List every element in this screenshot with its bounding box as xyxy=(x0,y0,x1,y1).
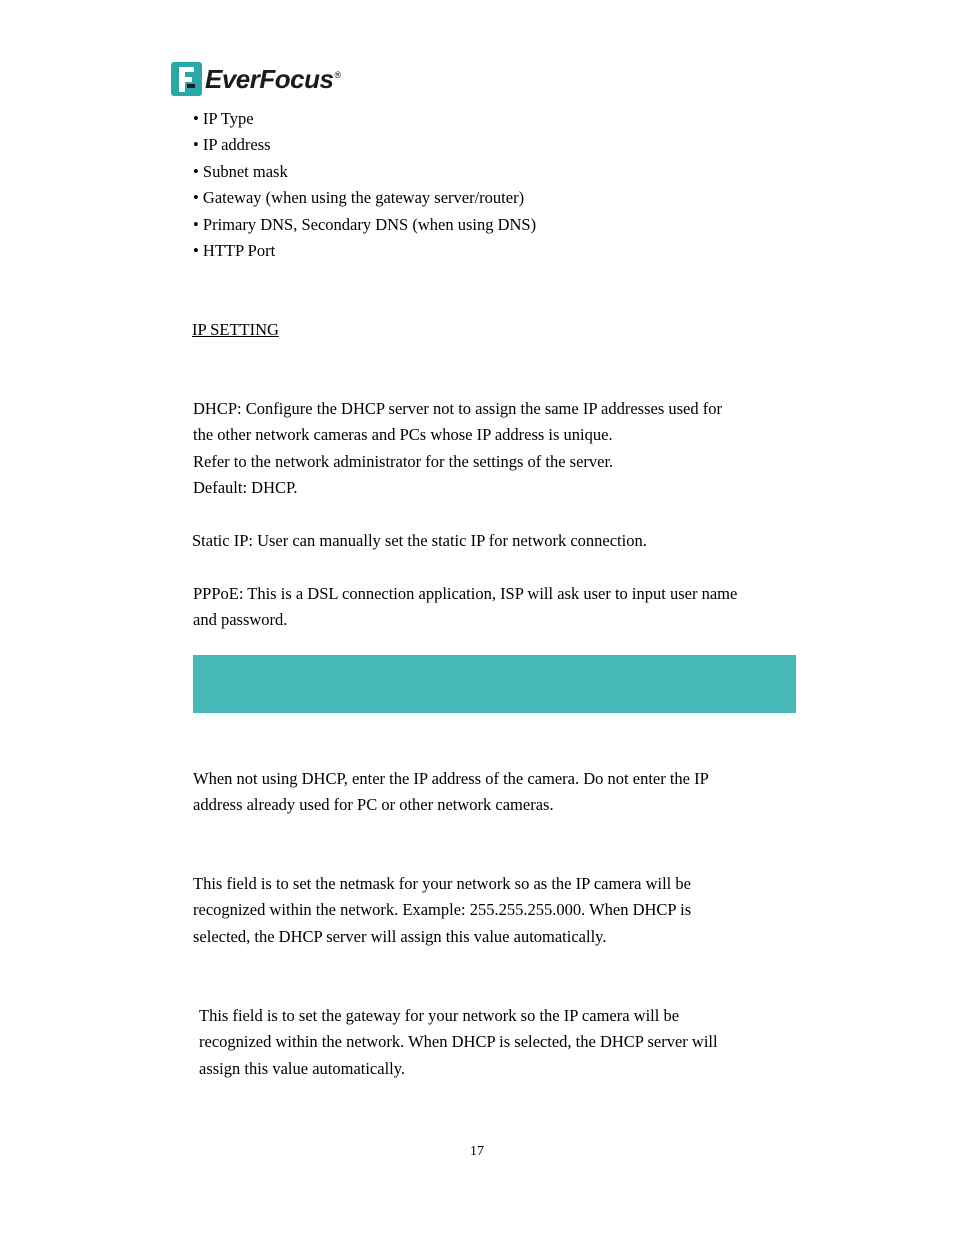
page-number: 17 xyxy=(470,1144,484,1159)
gateway-line: assign this value automatically. xyxy=(199,1058,406,1078)
pppoe-line: and password. xyxy=(193,610,288,630)
settings-bullet-list xyxy=(193,108,536,266)
ip-address-line: When not using DHCP, enter the IP address of the camera. Do not enter the IP xyxy=(193,769,709,788)
list-item: • HTTP Port xyxy=(193,240,536,266)
brand-name: EverFocus xyxy=(205,64,334,94)
dhcp-line: the other network cameras and PCs whose IP address is unique. xyxy=(193,425,613,445)
list-item: • Gateway (when using the gateway server/router) xyxy=(193,187,536,213)
section-heading: IP SETTING xyxy=(192,320,279,339)
dhcp-line: DHCP: Configure the DHCP server not to assign the same IP addresses used for xyxy=(193,399,722,418)
dhcp-paragraph xyxy=(193,396,722,502)
highlight-band xyxy=(193,655,796,713)
list-item: • Subnet mask xyxy=(193,161,536,187)
gateway-paragraph xyxy=(199,1003,718,1082)
static-ip-paragraph: Static IP: User can manually set the static IP for network connection. xyxy=(192,531,647,550)
gateway-line: This field is to set the gateway for your network so the IP camera will be xyxy=(199,1006,680,1025)
pppoe-paragraph xyxy=(193,581,737,634)
list-item: • Primary DNS, Secondary DNS (when using DNS) xyxy=(193,214,536,240)
list-item: • IP Type xyxy=(193,108,536,134)
everfocus-logo-icon xyxy=(171,62,202,96)
subnet-paragraph xyxy=(193,871,691,950)
dhcp-line: Default: DHCP. xyxy=(193,478,298,498)
ip-address-line: address already used for PC or other network cameras. xyxy=(193,795,554,815)
subnet-line: recognized within the network. Example: 255.255.255.000. When DHCP is xyxy=(193,900,692,920)
gateway-line: recognized within the network. When DHCP is selected, the DHCP server will xyxy=(199,1032,718,1052)
registered-mark: ® xyxy=(334,70,342,80)
everfocus-logo xyxy=(171,61,341,97)
list-item: • IP address xyxy=(193,134,536,160)
ip-address-paragraph xyxy=(193,766,709,819)
pppoe-line: PPPoE: This is a DSL connection application, ISP will ask user to input user name xyxy=(193,584,738,603)
dhcp-line: Refer to the network administrator for the settings of the server. xyxy=(193,451,614,471)
subnet-line: This field is to set the netmask for your network so as the IP camera will be xyxy=(193,874,691,893)
subnet-line: selected, the DHCP server will assign this value automatically. xyxy=(193,926,607,946)
